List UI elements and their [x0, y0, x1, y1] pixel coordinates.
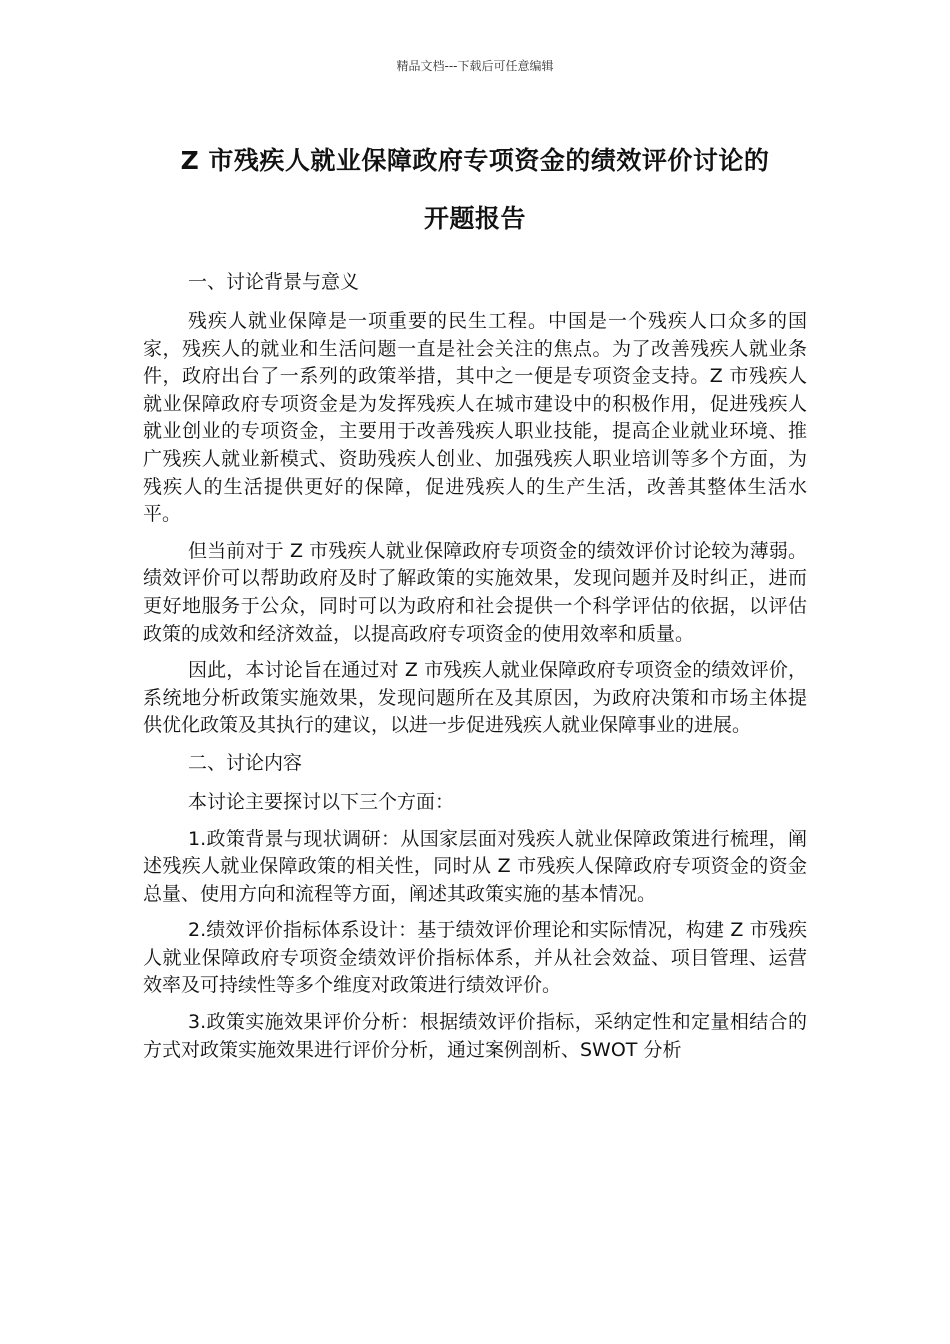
document-title: [143, 132, 807, 248]
document-body: [143, 268, 807, 1073]
paragraph-intro: 本讨论主要探讨以下三个方面：: [188, 790, 455, 813]
paragraph: 但当前对于 Z 市残疾人就业保障政府专项资金的绩效评价讨论较为薄弱。绩效评价可以帮助政府及时了解政策的实施效果，发现问题并及时纠正，进而更好地服务于公众，同时可以为政府和社会提供一个科学评估的依据，以评估政策的成效和经济效益，以提高政府专项资金的使用效率和质量。: [143, 539, 807, 645]
list-item: 2.绩效评价指标体系设计：基于绩效评价理论和实际情况，构建 Z 市残疾人就业保障政府专项资金绩效评价指标体系，并从社会效益、项目管理、运营效率及可持续性等多个维度对政策进行绩效评价。: [143, 919, 807, 997]
title-line-1: Z 市残疾人就业保障政府专项资金的绩效评价讨论的: [180, 146, 770, 175]
title-line-2: 开题报告: [423, 204, 526, 233]
section-heading-background: 一、讨论背景与意义: [188, 271, 360, 293]
list-item: 1.政策背景与现状调研：从国家层面对残疾人就业保障政策进行梳理，阐述残疾人就业保障政策的相关性，同时从 Z 市残疾人保障政府专项资金的资金总量、使用方向和流程等方面，阐述其政策实施的基本情况。: [143, 827, 807, 905]
section-heading-content: 二、讨论内容: [188, 751, 303, 774]
list-item: 3.政策实施效果评价分析：根据绩效评价指标，采纳定性和定量相结合的方式对政策实施效果进行评价分析，通过案例剖析、SWOT 分析: [143, 1011, 807, 1061]
header-note: 精品文档---下载后可任意编辑: [396, 59, 554, 73]
paragraph: 因此，本讨论旨在通过对 Z 市残疾人就业保障政府专项资金的绩效评价，系统地分析政策实施效果，发现问题所在及其原因，为政府决策和市场主体提供优化政策及其执行的建议，以进一步促进残疾人就业保障事业的进展。: [143, 659, 807, 737]
paragraph: 残疾人就业保障是一项重要的民生工程。中国是一个残疾人口众多的国家，残疾人的就业和生活问题一直是社会关注的焦点。为了改善残疾人就业条件，政府出台了一系列的政策举措，其中之一便是专项资金支持。Z 市残疾人就业保障政府专项资金是为发挥残疾人在城市建设中的积极作用，促进残疾人就业创业的专项资金，主要用于改善残疾人职业技能，提高企业就业环境、推广残疾人就业新模式、资助残疾人创业、加强残疾人职业培训等多个方面，为残疾人的生活提供更好的保障，促进残疾人的生产生活，改善其整体生活水平。: [143, 310, 807, 526]
